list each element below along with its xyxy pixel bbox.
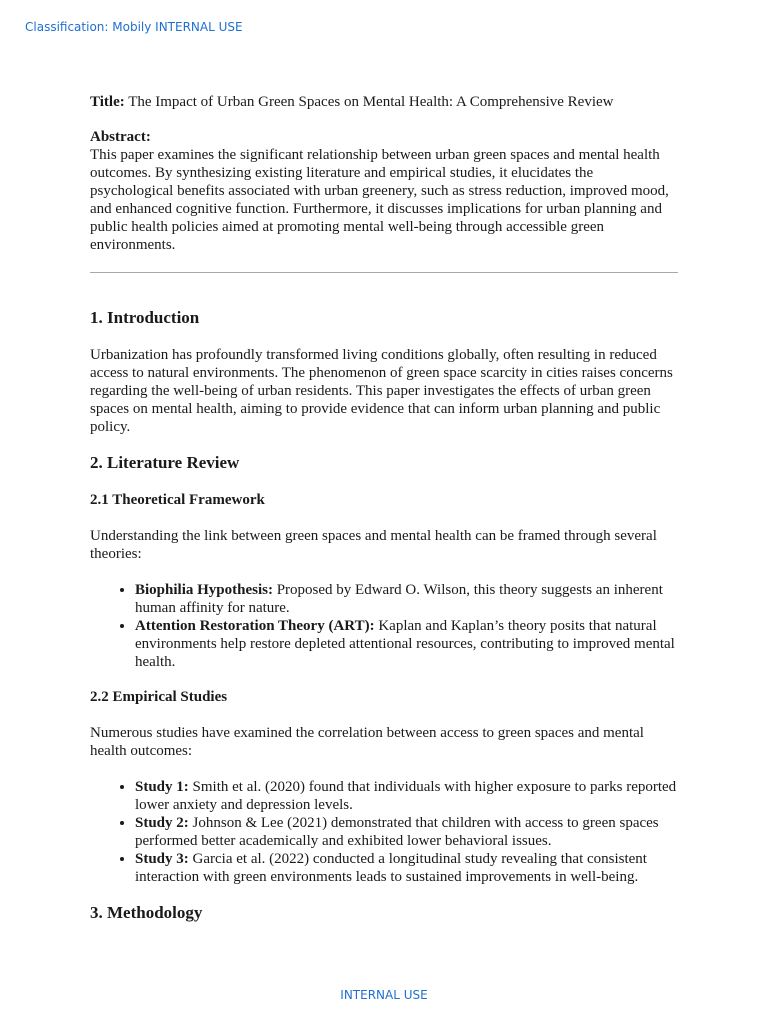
abstract-text: This paper examines the significant relationship between urban green spaces and mental health outcomes. By synthesizing existing literature and empirical studies, it elucidates the psychological benefits associated with urban greenery, such as stress reduction, improved mood, and enhanced cognitive function. Furthermore, it discusses implications for urban planning and public health policies aimed at promoting mental well-being through accessible green environments.	[90, 147, 669, 253]
list-item-text: Smith et al. (2020) found that individuals with higher exposure to parks reported lower anxiety and depression levels.	[135, 779, 677, 813]
list-item-text: Proposed by Edward O. Wilson, this theory suggests an inherent human affinity for nature.	[135, 582, 663, 616]
list-item-term: Study 3:	[135, 851, 189, 867]
theoretical-framework-heading: 2.1 Theoretical Framework	[90, 492, 265, 508]
list-item-term: Study 1:	[135, 779, 189, 795]
document-body	[90, 93, 680, 941]
list-item-text: Garcia et al. (2022) conducted a longitudinal study revealing that consistent interaction with green environments leads to sustained improvements in well-being.	[135, 851, 647, 885]
introduction-text: Urbanization has profoundly transformed living conditions globally, often resulting in reduced access to natural environments. The phenomenon of green space scarcity in cities raises concerns regarding the well-being of urban residents. This paper investigates the effects of urban green spaces on mental health, aiming to provide evidence that can inform urban planning and public policy.	[90, 347, 673, 435]
abstract-label: Abstract:	[90, 129, 151, 145]
empirical-studies-heading: 2.2 Empirical Studies	[90, 689, 228, 705]
list-item	[135, 778, 680, 814]
list-item	[135, 581, 680, 617]
list-item-text: Johnson & Lee (2021) demonstrated that children with access to green spaces performed better academically and exhibited lower behavioral issues.	[135, 815, 659, 849]
footer-classification-label: INTERNAL USE	[340, 988, 428, 1002]
theory-list	[90, 581, 680, 671]
list-item-term: Biophilia Hypothesis:	[135, 582, 273, 598]
list-item	[135, 850, 680, 886]
title-label: Title:	[90, 94, 125, 110]
list-item-term: Attention Restoration Theory (ART):	[135, 618, 375, 634]
list-item	[135, 814, 680, 850]
theoretical-framework-text: Understanding the link between green spaces and mental health can be framed through several theories:	[90, 528, 657, 562]
paper-title: The Impact of Urban Green Spaces on Mental Health: A Comprehensive Review	[128, 94, 614, 110]
list-item-term: Study 2:	[135, 815, 189, 831]
empirical-studies-text: Numerous studies have examined the correlation between access to green spaces and mental health outcomes:	[90, 725, 644, 759]
paper-title-line	[90, 93, 680, 111]
list-item-text: Kaplan and Kaplan’s theory posits that natural environments help restore depleted attentional resources, contributing to improved mental health.	[135, 618, 675, 670]
studies-list	[90, 778, 680, 886]
list-item	[135, 617, 680, 671]
methodology-heading: 3. Methodology	[90, 903, 203, 922]
literature-review-heading: 2. Literature Review	[90, 453, 240, 472]
classification-label: Classification: Mobily INTERNAL USE	[25, 20, 243, 34]
section-divider	[90, 272, 678, 273]
introduction-heading: 1. Introduction	[90, 308, 200, 327]
